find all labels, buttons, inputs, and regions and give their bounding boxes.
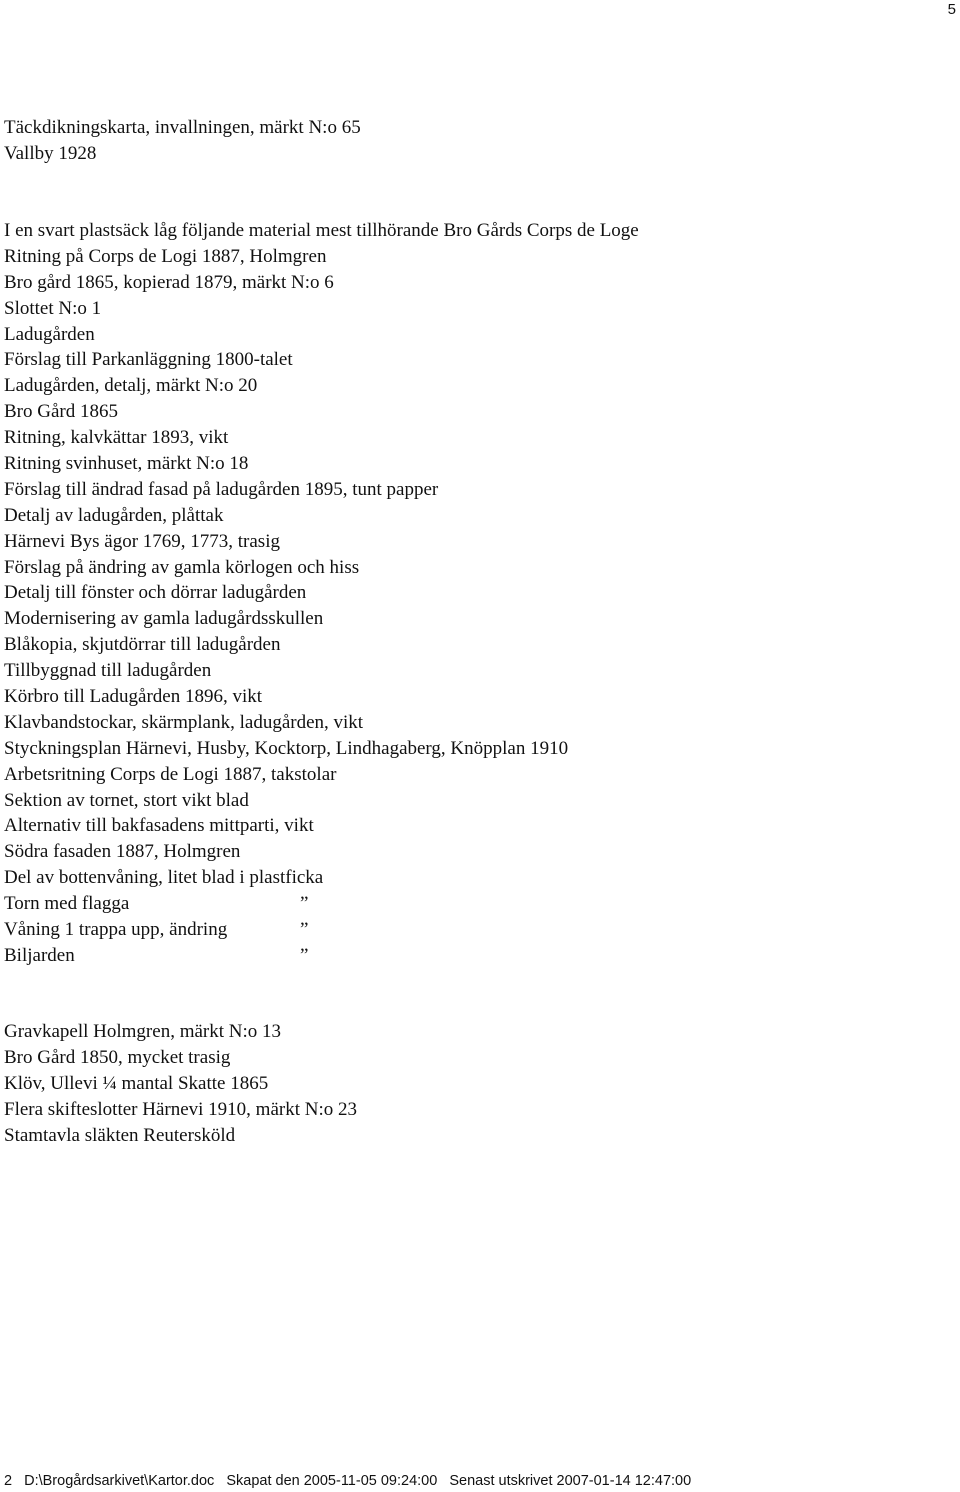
list-item: Del av bottenvåning, litet blad i plastficka (4, 867, 324, 889)
list-item-text: Biljarden (4, 944, 75, 966)
list-item: Klavbandstockar, skärmplank, ladugården, vikt (4, 711, 364, 733)
list-item: Blåkopia, skjutdörrar till ladugården (4, 634, 281, 656)
list-item: Arbetsritning Corps de Logi 1887, takstolar (4, 763, 337, 785)
list-item: Ritning, kalvkättar 1893, vikt (4, 427, 229, 449)
list-item: Bro gård 1865, kopierad 1879, märkt N:o 6 (4, 271, 334, 293)
text-line: Täckdikningskarta, invallningen, märkt N:o 65 (4, 117, 361, 138)
list-item: Härnevi Bys ägor 1769, 1773, trasig (4, 530, 280, 552)
list-item-text: Torn med flagga (4, 893, 130, 915)
footer-created-date: Skapat den 2005-11-05 09:24:00 (226, 1473, 438, 1489)
list-item-ditto (4, 943, 639, 969)
list-item: Förslag till ändrad fasad på ladugården 1895, tunt papper (4, 478, 439, 500)
list-item: Gravkapell Holmgren, märkt N:o 13 (4, 1021, 282, 1042)
intro-block (4, 115, 361, 167)
list-item: Förslag till Parkanläggning 1800-talet (4, 349, 293, 371)
list-item-text: Våning 1 trappa upp, ändring (4, 919, 228, 941)
list-item: Alternativ till bakfasadens mittparti, vikt (4, 815, 314, 837)
footer-page-number: 2 (4, 1473, 13, 1489)
list-item: Ritning svinhuset, märkt N:o 18 (4, 453, 249, 475)
list-intro: I en svart plastsäck låg följande material mest tillhörande Bro Gårds Corps de Loge (4, 220, 639, 241)
list-item: Bro Gård 1850, mycket trasig (4, 1046, 231, 1068)
list-item: Ritning på Corps de Logi 1887, Holmgren (4, 245, 327, 267)
list-item: Klöv, Ullevi ¼ mantal Skatte 1865 (4, 1072, 269, 1094)
list-item: Modernisering av gamla ladugårdsskullen (4, 608, 324, 630)
list-item: Ladugården (4, 323, 95, 345)
list-item: Slottet N:o 1 (4, 297, 102, 319)
text-line: Vallby 1928 (4, 142, 97, 164)
additional-list (4, 1019, 357, 1148)
list-item: Detalj till fönster och dörrar ladugården (4, 582, 307, 604)
list-item: Körbro till Ladugården 1896, vikt (4, 686, 263, 708)
list-item: Södra fasaden 1887, Holmgren (4, 841, 241, 863)
list-item: Detalj av ladugården, plåttak (4, 504, 224, 526)
page-number: 5 (947, 1, 956, 18)
footer-file-path: D:\Brogårdsarkivet\Kartor.doc (24, 1473, 215, 1489)
list-item: Sektion av tornet, stort vikt blad (4, 789, 249, 811)
list-item: Styckningsplan Härnevi, Husby, Kocktorp, Lindhagaberg, Knöpplan 1910 (4, 737, 569, 759)
list-item-ditto (4, 917, 639, 943)
ditto-mark: ” (300, 893, 309, 915)
list-item: Förslag på ändring av gamla körlogen och hiss (4, 556, 360, 578)
ditto-mark: ” (300, 919, 309, 941)
list-item-ditto (4, 891, 639, 917)
document-footer (4, 1471, 699, 1491)
list-item: Ladugården, detalj, märkt N:o 20 (4, 375, 258, 397)
list-item: Tillbyggnad till ladugården (4, 660, 212, 682)
list-item: Stamtavla släkten Reutersköld (4, 1124, 236, 1146)
list-item: Bro Gård 1865 (4, 401, 118, 423)
inventory-list (4, 218, 639, 969)
ditto-mark: ” (300, 944, 309, 966)
footer-printed-date: Senast utskrivet 2007-01-14 12:47:00 (449, 1473, 692, 1489)
list-item: Flera skifteslotter Härnevi 1910, märkt N:o 23 (4, 1098, 358, 1120)
